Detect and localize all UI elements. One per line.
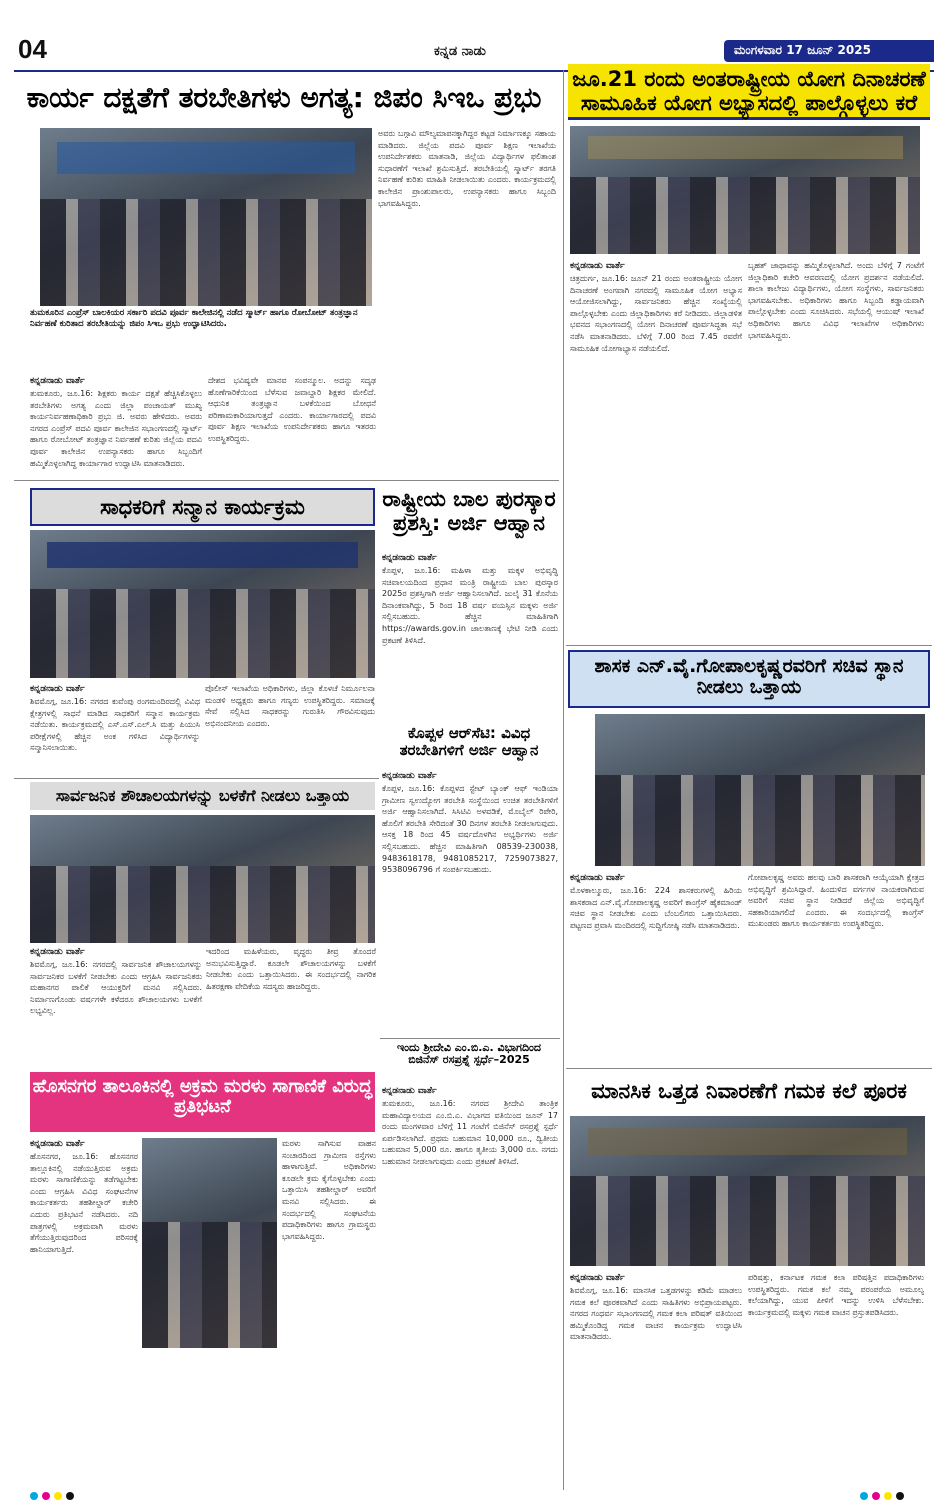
article-toilets-col1: ಕನ್ನಡನಾಡು ವಾರ್ತೆ ಶಿವಮೊಗ್ಗ, ಜೂ.16: ನಗರದಲ್ಲಿ ಸಾರ್ವಜನಿಕ ಶೌಚಾಲಯಗಳನ್ನು ಸಾರ್ವಜನಿಕರ ಬಳಕೆಗೆ ನೀಡಬೇಕು ಎಂದು ಆಗ್ರಹಿಸಿ ಸಾರ್ವಜನಿಕರು ಮಹಾನಗರ ಪಾಲಿಕೆ ಆಯುಕ್ತರಿಗೆ ಮನವಿ ಸಲ್ಲಿಸಿದರು. ನಿರ್ಮಾಣಗೊಂಡು ವರ್ಷಗಳೇ ಕಳೆದರೂ ಶೌಚಾಲಯಗಳು ಬಳಕೆಗೆ ಲಭ್ಯವಿಲ್ಲ. xyxy=(30,947,202,1016)
article-training-col1: ಕನ್ನಡನಾಡು ವಾರ್ತೆ ತುಮಕೂರು, ಜೂ.16: ಶಿಕ್ಷಕರು ಕಾರ್ಯ ದಕ್ಷತೆ ಹೆಚ್ಚಿಸಿಕೊಳ್ಳಲು ತರಬೇತಿಗಳು ಅಗತ್ಯ ಎಂದು ಜಿಲ್ಲಾ ಪಂಚಾಯತ್ ಮುಖ್ಯ ಕಾರ್ಯನಿರ್ವಹಣಾಧಿಕಾರಿ ಪ್ರಭು ಜಿ. ಅವರು ಹೇಳಿದರು. ಅವರು ನಗರದ ಎಂಪ್ರೆಸ್ ಪದವಿ ಪೂರ್ವ ಕಾಲೇಜಿನ ಸಭಾಂಗಣದಲ್ಲಿ ಸ್ಮಾರ್ಟ್ ಹಾಗೂ ರೋಬೋಟ್ ತಂತ್ರಜ್ಞಾನ ನಿರ್ವಹಣೆ ಕುರಿತು ಜಿಲ್ಲೆಯ ಪದವಿ ಪೂರ್ವ ಕಾಲೇಜಿನ ಉಪನ್ಯಾಸಕರು ಹಾಗೂ ಸಿಬ್ಬಂದಿಗೆ ಹಮ್ಮಿಕೊಳ್ಳಲಾಗಿದ್ದ ಕಾರ್ಯಾಗಾರ ಉದ್ಘಾಟಿಸಿ ಮಾತನಾಡಿದರು. xyxy=(30,376,202,468)
article-business-quiz: ಕನ್ನಡನಾಡು ವಾರ್ತೆ ತುಮಕೂರು, ಜೂ.16: ನಗರದ ಶ್ರೀದೇವಿ ತಾಂತ್ರಿಕ ಮಹಾವಿದ್ಯಾಲಯದ ಎಂ.ಬಿ.ಎ. ವಿಭಾಗದ ವತಿಯಿಂದ ಜೂನ್ 17 ರಂದು ಮಂಗಳವಾರ ಬೆಳಿಗ್ಗೆ 11 ಗಂಟೆಗೆ ಬಿಜಿನೆಸ್ ರಸಪ್ರಶ್ನೆ ಸ್ಪರ್ಧೆ ಏರ್ಪಡಿಸಲಾಗಿದೆ. ಪ್ರಥಮ ಬಹುಮಾನ 10,000 ರೂ., ದ್ವಿತೀಯ ಬಹುಮಾನ 5,000 ರೂ. ಹಾಗೂ ತೃತೀಯ 3,000 ರೂ. ನಗದು ಬಹುಮಾನ ನೀಡಲಾಗುವುದು ಎಂದು ಪ್ರಕಟಣೆ ತಿಳಿಸಿದೆ. xyxy=(382,1086,558,1167)
headline-business-quiz: ಇಂದು ಶ್ರೀದೇವಿ ಎಂ.ಬಿ.ಎ. ವಿಭಾಗದಿಂದ ಬಿಜಿನೆಸ್ ರಸಪ್ರಶ್ನೆ ಸ್ಪರ್ಧೆ–2025 xyxy=(396,1041,542,1067)
byline: ಕನ್ನಡನಾಡು ವಾರ್ತೆ xyxy=(382,1086,437,1096)
article-sand-col2: ಮರಳು ಸಾಗಿಸುವ ವಾಹನ ಸಂಚಾರದಿಂದ ಗ್ರಾಮೀಣ ರಸ್ತೆಗಳು ಹಾಳಾಗುತ್ತಿವೆ. ಅಧಿಕಾರಿಗಳು ಕೂಡಲೇ ಕ್ರಮ ಕೈಗೊಳ್ಳಬೇಕು ಎಂದು ಒತ್ತಾಯಿಸಿ ತಹಶೀಲ್ದಾರ್ ಅವರಿಗೆ ಮನವಿ ಸಲ್ಲಿಸಿದರು. ಈ ಸಂದರ್ಭದಲ್ಲಿ ಸಂಘಟನೆಯ ಪದಾಧಿಕಾರಿಗಳು ಹಾಗೂ ಗ್ರಾಮಸ್ಥರು ಭಾಗವಹಿಸಿದ್ದರು. xyxy=(282,1139,376,1241)
photo-sand-protest xyxy=(142,1138,277,1348)
article-mla-col1: ಕನ್ನಡನಾಡು ವಾರ್ತೆ ಮೊಳಕಾಲ್ಮೂರು, ಜೂ.16: 224 ಶಾಸಕರುಗಳಲ್ಲಿ ಹಿರಿಯ ಶಾಸಕರಾದ ಎನ್.ವೈ.ಗೋಪಾಲಕೃಷ್ಣ ಅವರಿಗೆ ಕಾಂಗ್ರೆಸ್ ಹೈಕಮಾಂಡ್ ಸಚಿವ ಸ್ಥಾನ ನೀಡಬೇಕು ಎಂದು ಬೆಂಬಲಿಗರು ಒತ್ತಾಯಿಸಿದರು. ಪಟ್ಟಣದ ಪ್ರವಾಸಿ ಮಂದಿರದಲ್ಲಿ ಸುದ್ದಿಗೋಷ್ಠಿ ನಡೆಸಿ ಮಾತನಾಡಿದರು. xyxy=(570,873,742,930)
registration-marks-right xyxy=(860,1492,904,1500)
article-training-col3: ಅವರು ಬಗ್ಗಾವಿ ಮೌಲ್ಯಮಾಪನಕ್ಕಾಗಿದ್ದರ ಕಟ್ಟಡ ನಿರ್ಮಾಣಕ್ಕೂ ಸಹಾಯ ಮಾಡಿದರು. ಜಿಲ್ಲೆಯ ಪದವಿ ಪೂರ್ವ ಶಿಕ್ಷಣ ಇಲಾಖೆಯ ಉಪನಿರ್ದೇಶಕರು ಮಾತನಾಡಿ, ಜಿಲ್ಲೆಯ ವಿದ್ಯಾರ್ಥಿಗಳ ಫಲಿತಾಂಶ ಸುಧಾರಣೆಗೆ ಇಲಾಖೆ ಶ್ರಮಿಸುತ್ತಿದೆ. ತರಬೇತಿಯಲ್ಲಿ ಸ್ಮಾರ್ಟ್ ತರಗತಿ ನಿರ್ವಹಣೆ ಕುರಿತು ಮಾಹಿತಿ ನೀಡಲಾಯಿತು ಎಂದರು. ಕಾರ್ಯಕ್ರಮದಲ್ಲಿ ಕಾಲೇಜಿನ ಪ್ರಾಂಶುಪಾಲರು, ಉಪನ್ಯಾಸಕರು ಹಾಗೂ ಸಿಬ್ಬಂದಿ ಭಾಗವಹಿಸಿದ್ದರು. xyxy=(378,129,556,208)
article-yoga-col1: ಕನ್ನಡನಾಡು ವಾರ್ತೆ ಚಿತ್ರದುರ್ಗ, ಜೂ.16: ಜೂನ್ 21 ರಂದು ಅಂತರಾಷ್ಟ್ರೀಯ ಯೋಗ ದಿನಾಚರಣೆ ಅಂಗವಾಗಿ ನಗರದಲ್ಲಿ ಸಾಮೂಹಿಕ ಯೋಗ ಅಭ್ಯಾಸ ಆಯೋಜಿಸಲಾಗಿದ್ದು, ಸಾರ್ವಜನಿಕರು ಹೆಚ್ಚಿನ ಸಂಖ್ಯೆಯಲ್ಲಿ ಪಾಲ್ಗೊಳ್ಳಬೇಕು ಎಂದು ಜಿಲ್ಲಾಧಿಕಾರಿಗಳು ಕರೆ ನೀಡಿದರು. ಜಿಲ್ಲಾಡಳಿತ ಭವನದ ಸಭಾಂಗಣದಲ್ಲಿ ಯೋಗ ದಿನಾಚರಣೆ ಪೂರ್ವಸಿದ್ಧತಾ ಸಭೆ ನಡೆಸಿ ಮಾತನಾಡಿದರು. ಬೆಳಿಗ್ಗೆ 7.00 ರಿಂದ 7.45 ರವರೆಗೆ ಸಾಮೂಹಿಕ ಯೋಗಾಭ್ಯಾಸ ನಡೆಯಲಿದೆ. xyxy=(570,261,742,353)
headline-toilets: ಸಾರ್ವಜನಿಕ ಶೌಚಾಲಯಗಳನ್ನು ಬಳಕೆಗೆ ನೀಡಲು ಒತ್ತಾಯ xyxy=(30,782,375,810)
photo-training-event xyxy=(40,128,372,306)
photo-mla-supporters xyxy=(595,714,925,866)
headline-mla-minister: ಶಾಸಕ ಎನ್.ವೈ.ಗೋಪಾಲಕೃಷ್ಣರವರಿಗೆ ಸಚಿವ ಸ್ಥಾನ ನೀಡಲು ಒತ್ತಾಯ xyxy=(568,650,930,708)
byline: ಕನ್ನಡನಾಡು ವಾರ್ತೆ xyxy=(30,684,85,694)
column-divider xyxy=(563,70,564,1490)
headline-yoga-day: ಜೂ.21 ರಂದು ಅಂತರಾಷ್ಟ್ರೀಯ ಯೋಗ ದಿನಾಚರಣೆ ಸಾಮೂಹಿಕ ಯೋಗ ಅಭ್ಯಾಸದಲ್ಲಿ ಪಾಲ್ಗೊಳ್ಳಲು ಕರೆ xyxy=(568,64,930,120)
article-gamaka-col2: ಪರಿಷತ್ತು, ಕರ್ನಾಟಕ ಗಮಕ ಕಲಾ ಪರಿಷತ್ತಿನ ಪದಾಧಿಕಾರಿಗಳು ಉಪಸ್ಥಿತರಿದ್ದರು. ಗಮಕ ಕಲೆ ನಮ್ಮ ಪರಂಪರೆಯ ಅಮೂಲ್ಯ ಕಲೆಯಾಗಿದ್ದು, ಯುವ ಪೀಳಿಗೆ ಇದನ್ನು ಉಳಿಸಿ ಬೆಳೆಸಬೇಕು. ಕಾರ್ಯಕ್ರಮದಲ್ಲಿ ಮಕ್ಕಳು ಗಮಕ ವಾಚನ ಪ್ರಸ್ತುತಪಡಿಸಿದರು. xyxy=(748,1273,924,1317)
byline: ಕನ್ನಡನಾಡು ವಾರ್ತೆ xyxy=(30,376,85,386)
registration-marks xyxy=(30,1492,74,1500)
date-bar: ಮಂಗಳವಾರ 17 ಜೂನ್ 2025 xyxy=(724,40,934,62)
byline: ಕನ್ನಡನಾಡು ವಾರ್ತೆ xyxy=(30,1139,85,1149)
byline: ಕನ್ನಡನಾಡು ವಾರ್ತೆ xyxy=(30,947,85,957)
photo-toilets xyxy=(30,815,375,943)
byline: ಕನ್ನಡನಾಡು ವಾರ್ತೆ xyxy=(570,873,625,883)
article-yoga-col2: ಬೃಹತ್ ಜಾಥಾವನ್ನು ಹಮ್ಮಿಕೊಳ್ಳಲಾಗಿದೆ. ಅಂದು ಬೆಳಿಗ್ಗೆ 7 ಗಂಟೆಗೆ ಜಿಲ್ಲಾಧಿಕಾರಿ ಕಚೇರಿ ಆವರಣದಲ್ಲಿ ಯೋಗ ಪ್ರದರ್ಶನ ನಡೆಯಲಿದೆ. ಶಾಲಾ ಕಾಲೇಜು ವಿದ್ಯಾರ್ಥಿಗಳು, ಯೋಗ ಸಂಸ್ಥೆಗಳು, ಸಾರ್ವಜನಿಕರು ಭಾಗವಹಿಸಬೇಕು. ಅಧಿಕಾರಿಗಳು ಹಾಗೂ ಸಿಬ್ಬಂದಿ ಕಡ್ಡಾಯವಾಗಿ ಪಾಲ್ಗೊಳ್ಳಬೇಕು ಎಂದು ಸೂಚಿಸಿದರು. ಸಭೆಯಲ್ಲಿ ಆಯುಷ್ ಇಲಾಖೆ ಅಧಿಕಾರಿಗಳು ಹಾಗೂ ವಿವಿಧ ಇಲಾಖೆಗಳ ಅಧಿಕಾರಿಗಳು ಭಾಗವಹಿಸಿದ್ದರು. xyxy=(748,261,924,340)
photo-yoga-meeting xyxy=(570,126,920,254)
page-number: 04 xyxy=(18,34,47,64)
byline: ಕನ್ನಡನಾಡು ವಾರ್ತೆ xyxy=(570,261,625,271)
headline-sand-protest: ಹೊಸನಗರ ತಾಲೂಕಿನಲ್ಲಿ ಅಕ್ರಮ ಮರಳು ಸಾಗಾಣಿಕೆ ವಿರುದ್ಧ ಪ್ರತಿಭಟನೆ xyxy=(30,1072,375,1132)
article-rseti: ಕನ್ನಡನಾಡು ವಾರ್ತೆ ಕೊಪ್ಪಳ, ಜೂ.16: ಕೊಪ್ಪಳದ ಸ್ಟೇಟ್ ಬ್ಯಾಂಕ್ ಆಫ್ ಇಂಡಿಯಾ ಗ್ರಾಮೀಣ ಸ್ವಉದ್ಯೋಗ ತರಬೇತಿ ಸಂಸ್ಥೆಯಿಂದ ಉಚಿತ ತರಬೇತಿಗಳಿಗೆ ಅರ್ಜಿ ಆಹ್ವಾನಿಸಲಾಗಿದೆ. ಸಿಸಿಟಿವಿ ಅಳವಡಿಕೆ, ಮೊಬೈಲ್ ರಿಪೇರಿ, ಹೊಲಿಗೆ ತರಬೇತಿ ಸೇರಿದಂತೆ 30 ದಿನಗಳ ತರಬೇತಿ ನೀಡಲಾಗುವುದು. ಆಸಕ್ತ 18 ರಿಂದ 45 ವರ್ಷದೊಳಗಿನ ಅಭ್ಯರ್ಥಿಗಳು ಅರ್ಜಿ ಸಲ್ಲಿಸಬಹುದು. ಹೆಚ್ಚಿನ ಮಾಹಿತಿಗಾಗಿ 08539-230038, 9483618178, 9481085217, 7259073827, 9538096796 ಗೆ ಸಂಪರ್ಕಿಸಬಹುದು. xyxy=(382,771,558,875)
byline: ಕನ್ನಡನಾಡು ವಾರ್ತೆ xyxy=(382,553,437,563)
article-child-award: ಕನ್ನಡನಾಡು ವಾರ್ತೆ ಕೊಪ್ಪಳ, ಜೂ.16: ಮಹಿಳಾ ಮತ್ತು ಮಕ್ಕಳ ಅಭಿವೃದ್ಧಿ ಸಚಿವಾಲಯದಿಂದ ಪ್ರಧಾನ ಮಂತ್ರಿ ರಾಷ್ಟ್ರೀಯ ಬಾಲ ಪುರಸ್ಕಾರ 2025ರ ಪ್ರಶಸ್ತಿಗಾಗಿ ಅರ್ಜಿ ಆಹ್ವಾನಿಸಲಾಗಿದೆ. ಜುಲೈ 31 ಕೊನೆಯ ದಿನಾಂಕವಾಗಿದ್ದು, 5 ರಿಂದ 18 ವರ್ಷ ವಯಸ್ಸಿನ ಮಕ್ಕಳು ಅರ್ಜಿ ಸಲ್ಲಿಸಬಹುದು. ಹೆಚ್ಚಿನ ಮಾಹಿತಿಗಾಗಿ https://awards.gov.in ಜಾಲತಾಣಕ್ಕೆ ಭೇಟಿ ನೀಡಿ ಎಂದು ಪ್ರಕಟಣೆ ತಿಳಿಸಿದೆ. xyxy=(382,553,558,645)
article-training-col2: ದೇಶದ ಭವಿಷ್ಯವೇ ಮಾನವ ಸಂಪನ್ಮೂಲ. ಅದನ್ನು ಸದೃಢ ಹೊಣೆಗಾರಿಕೆಯಿಂದ ಬೆಳೆಸುವ ಜವಾಬ್ದಾರಿ ಶಿಕ್ಷಕರ ಮೇಲಿದೆ. ಆಧುನಿಕ ತಂತ್ರಜ್ಞಾನ ಬಳಕೆಯಿಂದ ಬೋಧನೆ ಪರಿಣಾಮಕಾರಿಯಾಗುತ್ತದೆ ಎಂದರು. ಕಾರ್ಯಾಗಾರದಲ್ಲಿ ಪದವಿ ಪೂರ್ವ ಶಿಕ್ಷಣ ಇಲಾಖೆಯ ಉಪನಿರ್ದೇಶಕರು ಹಾಗೂ ಇತರರು ಉಪಸ್ಥಿತರಿದ್ದರು. xyxy=(208,376,376,443)
article-gamaka-col1: ಕನ್ನಡನಾಡು ವಾರ್ತೆ ಶಿವಮೊಗ್ಗ, ಜೂ.16: ಮಾನಸಿಕ ಒತ್ತಡಗಳನ್ನು ಕಡಿಮೆ ಮಾಡಲು ಗಮಕ ಕಲೆ ಪೂರಕವಾಗಿದೆ ಎಂದು ಸಾಹಿತಿಗಳು ಅಭಿಪ್ರಾಯಪಟ್ಟರು. ನಗರದ ಗಂಧರ್ವ ಸಭಾಂಗಣದಲ್ಲಿ ಗಮಕ ಕಲಾ ಪರಿಷತ್ ವತಿಯಿಂದ ಹಮ್ಮಿಕೊಂಡಿದ್ದ ಗಮಕ ವಾಚನ ಕಾರ್ಯಕ್ರಮ ಉದ್ಘಾಟಿಸಿ ಮಾತನಾಡಿದರು. xyxy=(570,1273,742,1342)
article-felicitation-col2: ಪೊಲೀಸ್ ಇಲಾಖೆಯ ಅಧಿಕಾರಿಗಳು, ಜಿಲ್ಲಾ ಕೊಳಚೆ ನಿರ್ಮೂಲನಾ ಮಂಡಳಿ ಅಧ್ಯಕ್ಷರು ಹಾಗೂ ಗಣ್ಯರು ಉಪಸ್ಥಿತರಿದ್ದರು. ಸಮಾಜಕ್ಕೆ ಸೇವೆ ಸಲ್ಲಿಸಿದ ಸಾಧಕರನ್ನು ಗುರುತಿಸಿ ಗೌರವಿಸುವುದು ಅಭಿನಂದನೀಯ ಎಂದರು. xyxy=(205,684,375,728)
article-mla-col2: ಗೋಪಾಲಕೃಷ್ಣ ಅವರು ಹಲವು ಬಾರಿ ಶಾಸಕರಾಗಿ ಆಯ್ಕೆಯಾಗಿ ಕ್ಷೇತ್ರದ ಅಭಿವೃದ್ಧಿಗೆ ಶ್ರಮಿಸಿದ್ದಾರೆ. ಹಿಂದುಳಿದ ವರ್ಗಗಳ ನಾಯಕರಾಗಿರುವ ಅವರಿಗೆ ಸಚಿವ ಸ್ಥಾನ ನೀಡಿದರೆ ಜಿಲ್ಲೆಯ ಅಭಿವೃದ್ಧಿಗೆ ಸಹಕಾರಿಯಾಗಲಿದೆ ಎಂದರು. ಈ ಸಂದರ್ಭದಲ್ಲಿ ಕಾಂಗ್ರೆಸ್ ಮುಖಂಡರು ಹಾಗೂ ಕಾರ್ಯಕರ್ತರು ಉಪಸ್ಥಿತರಿದ್ದರು. xyxy=(748,873,924,929)
headline-child-award: ರಾಷ್ಟ್ರೀಯ ಬಾಲ ಪುರಸ್ಕಾರ ಪ್ರಶಸ್ತಿ: ಅರ್ಜಿ ಆಹ್ವಾನ xyxy=(382,487,556,535)
byline: ಕನ್ನಡನಾಡು ವಾರ್ತೆ xyxy=(382,771,437,781)
byline: ಕನ್ನಡನಾಡು ವಾರ್ತೆ xyxy=(570,1273,625,1283)
headline-gamaka-art: ಮಾನಸಿಕ ಒತ್ತಡ ನಿವಾರಣೆಗೆ ಗಮಕ ಕಲೆ ಪೂರಕ xyxy=(591,1079,907,1103)
headline-training: ಕಾರ್ಯ ದಕ್ಷತೆಗೆ ತರಬೇತಿಗಳು ಅಗತ್ಯ: ಜಿಪಂ ಸಿಇಒ ಪ್ರಭು xyxy=(26,81,542,114)
caption-training: ತುಮಕೂರಿನ ಎಂಪ್ರೆಸ್ ಬಾಲಕಿಯರ ಸರ್ಕಾರಿ ಪದವಿ ಪೂರ್ವ ಕಾಲೇಜಿನಲ್ಲಿ ನಡೆದ ಸ್ಮಾರ್ಟ್ ಹಾಗೂ ರೋಬೋಟ್ ತಂತ್ರಜ್ಞಾನ ನಿರ್ವಹಣೆ ಕುರಿತಾದ ತರಬೇತಿಯನ್ನು ಜಿಪಂ ಸಿಇಒ ಪ್ರಭು ಉದ್ಘಾಟಿಸಿದರು. xyxy=(30,308,358,330)
photo-gamaka-program xyxy=(570,1116,925,1266)
page-header xyxy=(14,28,934,68)
masthead: ಕನ್ನಡ ನಾಡು xyxy=(434,44,486,59)
headline-rseti: ಕೊಪ್ಪಳ ಆರ್‌ಸೆಟಿ: ವಿವಿಧ ತರಬೇತಿಗಳಿಗೆ ಅರ್ಜಿ ಆಹ್ವಾನ xyxy=(399,724,539,759)
photo-felicitation xyxy=(30,530,375,678)
article-felicitation-col1: ಕನ್ನಡನಾಡು ವಾರ್ತೆ ಶಿವಮೊಗ್ಗ, ಜೂ.16: ನಗರದ ಕುವೆಂಪು ರಂಗಮಂದಿರದಲ್ಲಿ ವಿವಿಧ ಕ್ಷೇತ್ರಗಳಲ್ಲಿ ಸಾಧನೆ ಮಾಡಿದ ಸಾಧಕರಿಗೆ ಸನ್ಮಾನ ಕಾರ್ಯಕ್ರಮ ನಡೆಯಿತು. ಕಾರ್ಯಕ್ರಮದಲ್ಲಿ ಎಸ್.ಎಸ್.ಎಲ್.ಸಿ ಮತ್ತು ಪಿಯುಸಿ ಪರೀಕ್ಷೆಗಳಲ್ಲಿ ಹೆಚ್ಚಿನ ಅಂಕ ಗಳಿಸಿದ ವಿದ್ಯಾರ್ಥಿಗಳನ್ನು ಸನ್ಮಾನಿಸಲಾಯಿತು. xyxy=(30,684,200,753)
headline-felicitation: ಸಾಧಕರಿಗೆ ಸನ್ಮಾನ ಕಾರ್ಯಕ್ರಮ xyxy=(30,488,375,526)
article-toilets-col2: ಇದರಿಂದ ಮಹಿಳೆಯರು, ವೃದ್ಧರು ತೀವ್ರ ತೊಂದರೆ ಅನುಭವಿಸುತ್ತಿದ್ದಾರೆ. ಕೂಡಲೇ ಶೌಚಾಲಯಗಳನ್ನು ಬಳಕೆಗೆ ನೀಡಬೇಕು ಎಂದು ಒತ್ತಾಯಿಸಿದರು. ಈ ಸಂದರ್ಭದಲ್ಲಿ ನಾಗರಿಕ ಹಿತರಕ್ಷಣಾ ವೇದಿಕೆಯ ಸದಸ್ಯರು ಹಾಜರಿದ್ದರು. xyxy=(206,947,376,991)
article-sand-col1: ಕನ್ನಡನಾಡು ವಾರ್ತೆ ಹೊಸನಗರ, ಜೂ.16: ಹೊಸನಗರ ತಾಲ್ಲೂಕಿನಲ್ಲಿ ನಡೆಯುತ್ತಿರುವ ಅಕ್ರಮ ಮರಳು ಸಾಗಾಣಿಕೆಯನ್ನು ತಡೆಗಟ್ಟಬೇಕು ಎಂದು ಆಗ್ರಹಿಸಿ ವಿವಿಧ ಸಂಘಟನೆಗಳ ಕಾರ್ಯಕರ್ತರು ತಹಶೀಲ್ದಾರ್ ಕಚೇರಿ ಎದುರು ಪ್ರತಿಭಟನೆ ನಡೆಸಿದರು. ನದಿ ಪಾತ್ರಗಳಲ್ಲಿ ಅಕ್ರಮವಾಗಿ ಮರಳು ತೆಗೆಯುತ್ತಿರುವುದರಿಂದ ಪರಿಸರಕ್ಕೆ ಹಾನಿಯಾಗುತ್ತಿದೆ. xyxy=(30,1139,138,1254)
